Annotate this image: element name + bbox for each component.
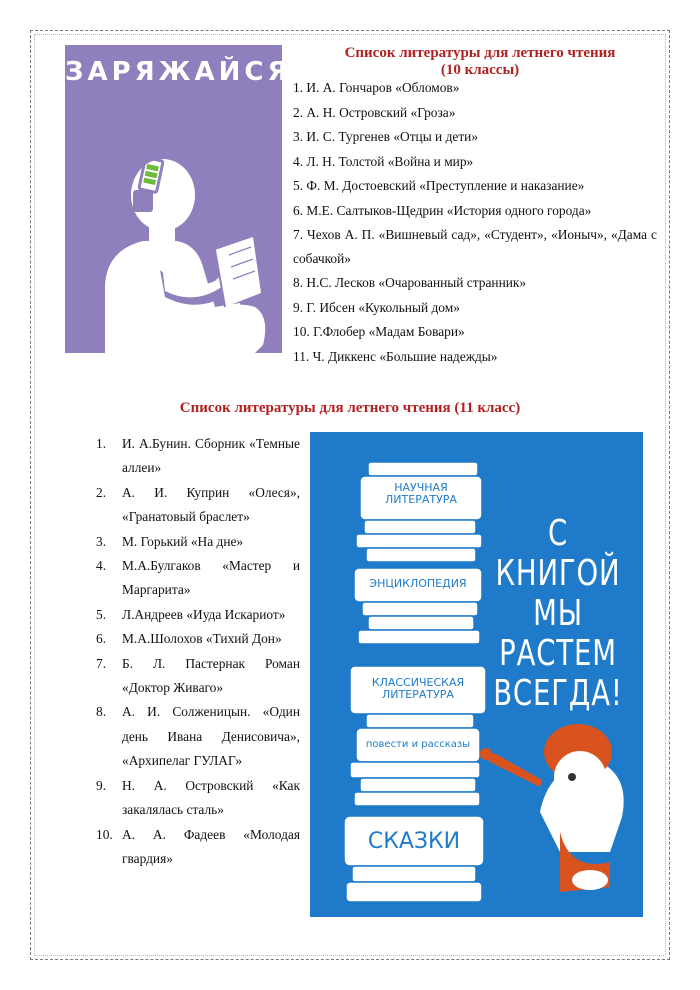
book-label-tales: СКАЗКИ bbox=[367, 829, 461, 854]
list-item: 6. М.Е. Салтыков-Щедрин «История одного города» bbox=[293, 202, 592, 218]
section-10-title bbox=[295, 45, 665, 79]
list-item bbox=[96, 700, 300, 773]
list-item bbox=[96, 823, 300, 872]
book-label-stories: повести и рассказы bbox=[365, 739, 471, 750]
book-label-line: КЛАССИЧЕСКАЯ bbox=[371, 676, 465, 689]
list-item bbox=[96, 554, 300, 603]
slogan-line: ВСЕГДА! bbox=[493, 673, 623, 714]
slogan-line: МЫ bbox=[533, 593, 583, 634]
list-item-text: А. А. Фадеев «Молодая гвардия» bbox=[122, 826, 300, 866]
fox-mascot bbox=[480, 724, 624, 892]
list-item-number: 1. bbox=[96, 436, 107, 451]
list-item bbox=[96, 603, 300, 627]
list-item bbox=[96, 627, 300, 651]
list-item-text: А. И. Солженицын. «Один день Ивана Денисовича», «Архипелаг ГУЛАГ» bbox=[122, 704, 300, 769]
list-item-text: Л.Андреев «Иуда Искариот» bbox=[122, 606, 286, 622]
list-item: 11. Ч. Диккенс «Большие надежды» bbox=[293, 348, 498, 364]
section-10-title-line2: (10 классы) bbox=[440, 62, 520, 78]
poster-slogan: ЗАРЯЖАЙСЯ! bbox=[65, 57, 308, 87]
list-item bbox=[96, 432, 300, 481]
list-item-number: 9. bbox=[96, 777, 107, 793]
section-10-title-line1: Список литературы для летнего чтения bbox=[344, 45, 616, 61]
book-label-line: ЛИТЕРАТУРА bbox=[382, 688, 454, 701]
section-11-title: Список литературы для летнего чтения (11 класс) bbox=[179, 400, 521, 416]
book-label-encyclopedia: ЭНЦИКЛОПЕДИЯ bbox=[369, 577, 467, 590]
list-item-number: 3. bbox=[96, 533, 107, 549]
slogan-line: РАСТЕМ bbox=[499, 633, 617, 674]
list-item bbox=[96, 530, 300, 554]
list-item bbox=[96, 481, 300, 530]
list-item: 10. Г.Флобер «Мадам Бовари» bbox=[293, 324, 465, 339]
reading-list-10 bbox=[293, 76, 657, 369]
list-item-number: 8. bbox=[96, 704, 107, 720]
book-label-classic bbox=[350, 677, 486, 701]
reading-boy-illustration bbox=[65, 45, 308, 353]
list-item-number: 5. bbox=[96, 606, 107, 622]
list-item: 7. Чехов А. П. «Вишневый сад», «Студент», «Ионыч», «Дама с собачкой» bbox=[293, 227, 657, 266]
poster-slogan bbox=[490, 514, 626, 714]
list-item-number: 7. bbox=[96, 655, 107, 671]
book-label-line: ЛИТЕРАТУРА bbox=[385, 493, 457, 506]
list-item-number: 2. bbox=[96, 484, 107, 500]
list-item: 9. Г. Ибсен «Кукольный дом» bbox=[293, 299, 460, 315]
list-item-text: Б. Л. Пастернак Роман «Доктор Живаго» bbox=[122, 655, 300, 696]
list-item: 1. И. А. Гончаров «Обломов» bbox=[293, 80, 460, 95]
poster-grow-with-books bbox=[310, 432, 643, 917]
list-item: 5. Ф. М. Достоевский «Преступление и наказание» bbox=[293, 178, 585, 193]
list-item-text: М.А.Шолохов «Тихий Дон» bbox=[122, 631, 282, 647]
list-item-number: 10. bbox=[96, 826, 113, 842]
list-item bbox=[96, 774, 300, 823]
list-item bbox=[96, 652, 300, 701]
list-item: 3. И. С. Тургенев «Отцы и дети» bbox=[293, 129, 479, 144]
reading-list-11 bbox=[96, 432, 300, 871]
list-item-number: 6. bbox=[96, 631, 107, 647]
book-label-line: НАУЧНАЯ bbox=[394, 481, 448, 494]
poster-recharge bbox=[65, 45, 308, 353]
list-item: 4. Л. Н. Толстой «Война и мир» bbox=[293, 153, 474, 169]
list-item-text: И. А.Бунин. Сборник «Темные аллеи» bbox=[122, 436, 300, 476]
list-item-text: М.А.Булгаков «Мастер и Маргарита» bbox=[122, 558, 300, 598]
list-item-text: М. Горький «На дне» bbox=[122, 533, 244, 549]
list-item-number: 4. bbox=[96, 558, 107, 574]
list-item-text: А. И. Куприн «Олеся», «Гранатовый браслет» bbox=[122, 484, 300, 525]
list-item: 2. А. Н. Островский «Гроза» bbox=[293, 104, 456, 120]
list-item-text: Н. А. Островский «Как закалялась сталь» bbox=[122, 777, 300, 818]
book-label-science bbox=[360, 482, 482, 506]
slogan-line: С КНИГОЙ bbox=[495, 513, 621, 594]
list-item: 8. Н.С. Лесков «Очарованный странник» bbox=[293, 275, 527, 290]
